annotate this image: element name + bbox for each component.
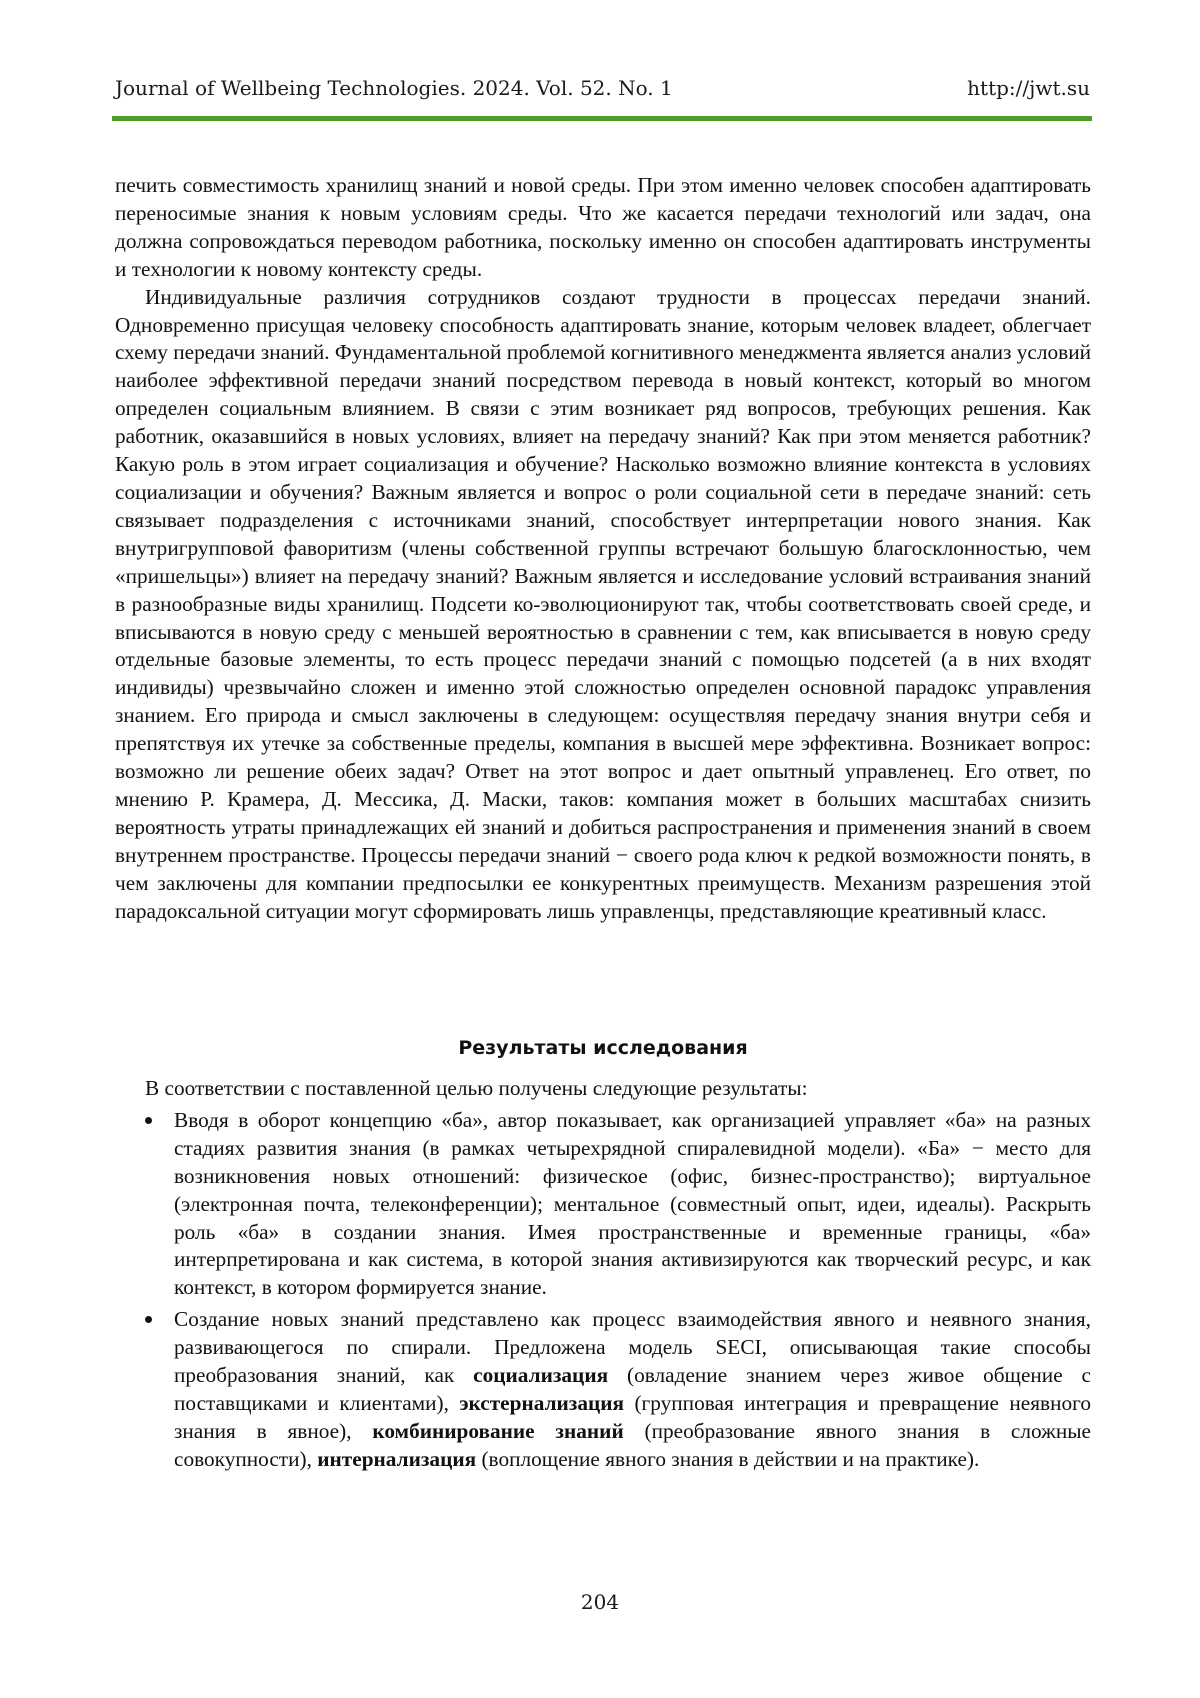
term-combination: комбинирование знаний	[372, 1418, 624, 1443]
paragraph-individual-differences: Индивидуальные различия сотрудников создают трудности в процессах передачи знаний. Одновременно присущая человеку способность адаптировать знание, которым человек владеет, облегчает схему передачи знаний. Фундаментальной проблемой когнитивного менеджмента является анализ условий наиболее эффективной передачи знаний посредством перевода в новый контекст, который во многом определен социальным влиянием. В связи с этим возникает ряд вопросов, требующих решения. Как работник, оказавшийся в новых условиях, влияет на передачу знаний? Как при этом меняется работник? Какую роль в этом играет социализация и обучение? Насколько возможно влияние контекста в условиях социализации и обучения? Важным является и вопрос о роли социальной сети в передаче знаний: сеть связывает подразделения с источниками знаний, способствует интерпретации нового знания. Как внутригрупповой фаворитизм (члены собственной группы встречают большую благосклонностью, чем «пришельцы») влияет на передачу знаний? Важным является и исследование условий встраивания знаний в разнообразные виды хранилищ. Подсети ко-эволюционируют так, чтобы соответствовать своей среде, и вписываются в новую среду с меньшей вероятностью в сравнении с тем, как вписывается в новую среду отдельные базовые элементы, то есть процесс передачи знаний с помощью подсетей (а в них входят индивиды) чрезвычайно сложен и именно этой сложностью определен основной парадокс управления знанием. Его природа и смысл заключены в следующем: осуществляя передачу знания внутри себя и препятствуя их утечке за собственные пределы, компания в высшей мере эффективна. Возникает вопрос: возможно ли решение обеих задач? Ответ на этот вопрос и дает опытный управленец. Его ответ, по мнению Р. Крамера, Д. Мессика, Д. Маски, таков: компания может в больших масштабах снизить вероятность утраты принадлежащих ей знаний и добиться распространения и применения знаний в своем внутреннем пространстве. Процессы передачи знаний − своего рода ключ к редкой возможности понять, в чем заключены для компании предпосылки ее конкурентных преимуществ. Механизм разрешения этой парадоксальной ситуации могут сформировать лишь управленцы, представляющие креативный класс.	[115, 284, 1091, 923]
bullet-text-part: Создание новых знаний представлено как процесс взаимодействия явного и неявного знания, развивающегося по спирали. Предложена модель SECI, описывающая такие способы преобразования знаний, как	[174, 1307, 1091, 1388]
list-item	[115, 1107, 1091, 1302]
results-section	[115, 1075, 1091, 1474]
section-title: Результаты исследования	[458, 1037, 748, 1059]
page-number: 204	[580, 1590, 620, 1614]
bullet-text-part: (воплощение явного знания в действии и на практике).	[476, 1446, 980, 1471]
page-header	[115, 70, 1090, 104]
term-socialization: социализация	[473, 1363, 609, 1388]
bullet-text-part: (преобразование явного знания в сложные совокупности),	[174, 1418, 1091, 1471]
bullet-text: Вводя в оборот концепцию «ба», автор показывает, как организацией управляет «ба» на разных стадиях развития знания (в рамках четырехрядной спиралевидной модели). «Ба» − место для возникновения новых отношений: физическое (офис, бизнес-пространство); виртуальное (электронная почта, телеконференции); ментальное (совместный опыт, идеи, идеалы). Раскрыть роль «ба» в создании знания. Имея пространственные и временные границы, «ба» интерпретирована и как система, в которой знания активизируются как творческий ресурс, и как контекст, в котором формируется знание.	[174, 1107, 1091, 1300]
bullet-icon	[145, 1117, 152, 1124]
term-externalization: экстернализация	[459, 1390, 625, 1415]
results-list	[115, 1107, 1091, 1474]
bullet-icon	[145, 1316, 152, 1323]
bullet-text-part: (овладение знанием через живое общение с поставщиками и клиентами),	[174, 1363, 1092, 1415]
journal-title: Journal of Wellbeing Technologies. 2024. Vol. 52. No. 1	[115, 76, 673, 100]
term-internalization: интернализация	[317, 1446, 477, 1471]
bullet-text-part: (групповая интеграция и превращение неявного знания в явное),	[174, 1390, 1091, 1443]
list-item	[115, 1306, 1091, 1473]
journal-url: http://jwt.su	[967, 76, 1090, 100]
results-intro: В соответствии с поставленной целью получены следующие результаты:	[145, 1076, 808, 1100]
paragraph-continued: печить совместимость хранилищ знаний и новой среды. При этом именно человек способен адаптировать переносимые знания к новым условиям среды. Что же касается передачи технологий или задач, она должна сопровождаться переводом работника, поскольку именно он способен адаптировать инструменты и технологии к новому контексту среды.	[115, 173, 1091, 281]
body-text	[115, 172, 1091, 925]
header-rule	[112, 116, 1092, 121]
